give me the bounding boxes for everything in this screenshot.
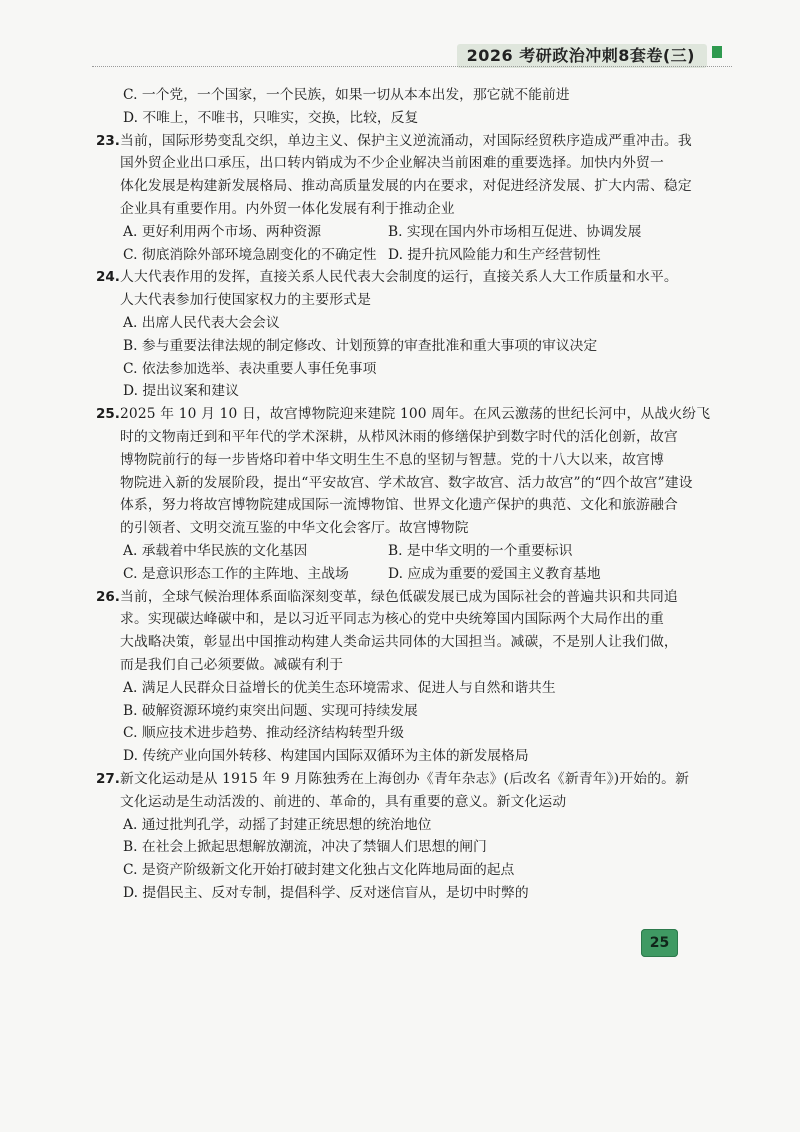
option-a: A. 满足人民群众日益增长的优美生态环境需求、促进人与自然和谐共生 <box>123 679 556 696</box>
option-d: D. 应成为重要的爱国主义教育基地 <box>388 565 601 582</box>
question-stem-line: 人大代表作用的发挥，直接关系人民代表大会制度的运行，直接关系人大工作质量和水平。 <box>120 269 678 286</box>
option-b: B. 是中华文明的一个重要标识 <box>388 542 573 559</box>
question-stem-line: 时的文物南迁到和平年代的学术深耕，从栉风沐雨的修缮保护到数字时代的活化创新，故宫 <box>120 428 678 445</box>
question-number: 25. <box>96 406 120 423</box>
question-number: 26. <box>96 588 120 605</box>
question-stem-line: 国外贸企业出口承压，出口转内销成为不少企业解决当前困难的重要选择。加快内外贸一 <box>120 155 664 172</box>
option-c: C. 是意识形态工作的主阵地、主战场 <box>123 565 349 582</box>
option-c: C. 彻底消除外部环境急剧变化的不确定性 <box>123 246 377 263</box>
question-stem-line: 新文化运动是从 1915 年 9 月陈独秀在上海创办《青年杂志》(后改名《新青年》)开始的。新 <box>120 770 690 787</box>
question-stem-line: 文化运动是生动活泼的、前进的、革命的，具有重要的意义。新文化运动 <box>120 793 567 810</box>
question-stem-line: 博物院前行的每一步皆烙印着中华文明生生不息的坚韧与智慧。党的十八大以来，故宫博 <box>120 451 664 468</box>
question-stem-line: 企业具有重要作用。内外贸一体化发展有利于推动企业 <box>120 200 455 217</box>
option-b: B. 参与重要法律法规的制定修改、计划预算的审查批准和重大事项的审议决定 <box>123 337 598 354</box>
question-number: 27. <box>96 770 120 787</box>
bookmark-icon <box>712 46 722 58</box>
question-stem-line: 物院进入新的发展阶段，提出“平安故宫、学术故宫、数字故宫、活力故宫”的“四个故宫”建设 <box>120 474 693 491</box>
question-24 <box>96 266 695 403</box>
option-line: C. 一个党，一个国家，一个民族，如果一切从本本出发，那它就不能前进 <box>123 87 570 103</box>
header-divider <box>92 66 732 67</box>
question-26 <box>96 586 695 768</box>
question-27 <box>96 768 695 905</box>
question-stem-line: 人大代表参加行使国家权力的主要形式是 <box>120 292 372 309</box>
option-line: D. 不唯上，不唯书，只唯实，交换，比较，反复 <box>123 109 419 126</box>
option-a: A. 通过批判孔学，动摇了封建正统思想的统治地位 <box>123 816 432 833</box>
question-number: 23. <box>96 132 120 149</box>
option-c: C. 顺应技术进步趋势、推动经济结构转型升级 <box>123 725 404 742</box>
question-25 <box>96 403 711 585</box>
question-stem-line: 大战略决策，彰显出中国推动构建人类命运共同体的大国担当。减碳，不是别人让我们做， <box>120 634 678 651</box>
option-c: C. 是资产阶级新文化开始打破封建文化独占文化阵地局面的起点 <box>123 862 515 879</box>
question-stem-line: 的引领者、文明交流互鉴的中华文化会客厅。故宫博物院 <box>120 520 469 537</box>
option-a: A. 更好利用两个市场、两种资源 <box>123 223 322 240</box>
question-stem-line: 2025 年 10 月 10 日，故宫博物院迎来建院 100 周年。在风云激荡的世纪长河中，从战火纷飞 <box>120 406 711 423</box>
option-c: C. 依法参加选举、表决重要人事任免事项 <box>123 360 377 377</box>
question-stem-line: 当前，国际形势变乱交织，单边主义、保护主义逆流涌动，对国际经贸秩序造成严重冲击。我 <box>120 132 692 149</box>
header-title: 2026 考研政治冲刺8套卷(三) <box>457 44 707 68</box>
page-header <box>457 44 722 68</box>
option-d: D. 提升抗风险能力和生产经营韧性 <box>388 246 601 263</box>
option-d: D. 提出议案和建议 <box>123 383 239 400</box>
option-a: A. 承载着中华民族的文化基因 <box>123 542 308 559</box>
question-stem-line: 而是我们自己必须要做。减碳有利于 <box>120 656 344 673</box>
option-d: D. 提倡民主、反对专制，提倡科学、反对迷信盲从，是切中时弊的 <box>123 884 529 901</box>
exam-content <box>96 84 711 905</box>
question-23 <box>96 130 695 267</box>
question-stem-line: 当前，全球气候治理体系面临深刻变革，绿色低碳发展已成为国际社会的普遍共识和共同追 <box>120 588 678 605</box>
option-d: D. 传统产业向国外转移、构建国内国际双循环为主体的新发展格局 <box>123 748 529 765</box>
question-stem-line: 体系，努力将故宫博物院建成国际一流博物馆、世界文化遗产保护的典范、文化和旅游融合 <box>120 497 678 514</box>
option-b: B. 破解资源环境约束突出问题、实现可持续发展 <box>123 702 418 719</box>
option-b: B. 在社会上掀起思想解放潮流，冲决了禁锢人们思想的闸门 <box>123 839 487 856</box>
question-number: 24. <box>96 269 120 286</box>
question-stem-line: 体化发展是构建新发展格局、推动高质量发展的内在要求，对促进经济发展、扩大内需、稳定 <box>120 178 692 195</box>
question-stem-line: 求。实现碳达峰碳中和，是以习近平同志为核心的党中央统筹国内国际两个大局作出的重 <box>120 611 664 628</box>
page-number: 25 <box>641 929 678 957</box>
option-b: B. 实现在国内外市场相互促进、协调发展 <box>388 223 642 240</box>
option-a: A. 出席人民代表大会会议 <box>123 314 280 331</box>
